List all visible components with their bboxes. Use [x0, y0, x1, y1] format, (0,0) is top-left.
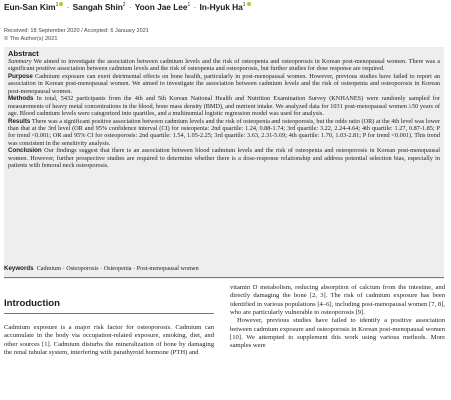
conclusion-label: Conclusion [8, 147, 42, 155]
methods-text: In total, 5432 participants from the 4th and 5th Korean National Health and Nutrition Examination Survey (KNHANES) were randomly sampled for measurements of heavy metal concentrations in the blood, bone mass density (BMD), and nutrient intake. We analyzed data for 1031 post-menopausal women ≥50 years of age. Blood cadmium levels were categorized into quartiles, and a multinomial logistic regression model was used for analysis. [8, 95, 440, 118]
orcid-icon[interactable] [59, 2, 63, 6]
results-text: There was a significant positive association between cadmium levels and the risk of osteopenia and osteoporosis, but the odds ratio (OR) at the 4th level was lower than that at the 3rd level (OR and 95% confidence interval (CI) for osteopenia: 2nd quartile: 1.24, 0.88-1.74; 3rd quartile: 3.22, 2.24-4.64; 4th quartile: 1.27, 0.87-1.85; P for trend <0.001; OR and 95% CI for osteoporosis: 2nd quartile: 1.54, 1.05-2.25; 3rd quartile: 3.63, 2.31-5.69; 4th quartile: 1.70, 1.03-2.81; P for trend <0.001). This trend was consistent in the sensitivity analysis. [8, 117, 441, 147]
summary-text: We aimed to investigate the association between cadmium levels and the risk of osteopenia and osteoporosis in Korean post-menopausal women. There was a significant positive association between cadmium levels and the risk of osteopenia and osteoporosis, but further studies for dose response are required. [8, 57, 440, 73]
section-divider [4, 277, 444, 278]
abstract-section [4, 47, 444, 279]
introduction-right-column [230, 284, 445, 351]
purpose-text: Cadmium exposure can exert detrimental effects on bone health, particularly in post-menopausal women. However, previous studies have failed to report an association in Korean post-menopausal women. We aimed to investigate the association between cadmium levels and the risk of osteopenia and osteoporosis in Korean post-menopausal women. [8, 72, 441, 95]
article-dates [4, 27, 149, 43]
methods-label: Methods [8, 95, 34, 103]
received-accepted-dates: Received: 18 September 2020 / Accepted: 6 January 2021 [4, 28, 149, 34]
abstract-summary [8, 58, 440, 73]
abstract-methods [8, 95, 440, 117]
author-affiliation-marker: 1 [242, 2, 246, 9]
keywords-text: Cadmium · Osteoporosis · Osteopenia · Post-menopausal women [36, 265, 199, 272]
author-separator: · [66, 2, 70, 12]
introduction-left-column [4, 324, 214, 357]
abstract-purpose [8, 73, 440, 95]
author-name[interactable]: Yoon Jae Lee [134, 2, 188, 12]
author-name[interactable]: In-Hyuk Ha [199, 2, 243, 12]
author-name[interactable]: Eun-San Kim [4, 2, 56, 12]
abstract-conclusion [8, 147, 440, 169]
abstract-results [8, 118, 440, 148]
author-name[interactable]: Sangah Shin [72, 2, 123, 12]
abstract-title: Abstract [8, 49, 39, 58]
author-separator: · [193, 2, 197, 12]
introduction-paragraph: vitamin D metabolism, reducing absorption of calcium from the intestine, and directly damaging the bone [2, 3]. The risk of cadmium exposure has been identified in various populations [4–6], including post-menopausal women [7, 8], who are particularly vulnerable to osteoporosis [9]. [230, 284, 445, 317]
orcid-icon[interactable] [247, 2, 251, 6]
introduction-paragraph: Cadmium exposure is a major risk factor for osteoporosis. Cadmium can accumulate in the body via occupation-related exposure, smoking, diet, and other sources [1]. Cadmium disturbs the mineralization of bone by damaging the renal tubular system, interfering with parathyroid hormone (PTH) and [4, 324, 214, 357]
keywords-line [4, 265, 444, 272]
summary-label: Summary [8, 57, 32, 65]
author-separator: · [128, 2, 132, 12]
author-list [4, 2, 447, 12]
results-label: Results [8, 117, 31, 125]
conclusion-text: Our findings suggest that there is an association between blood cadmium levels and the risk of osteopenia and osteoporosis in Korean post-menopausal women. However, further prospective studies are required to determine whether there is a dose-response relationship and address potential selection bias, especially in patients with femoral neck osteoporosis. [8, 147, 440, 170]
keywords-label: Keywords [4, 265, 34, 272]
introduction-heading: Introduction [4, 298, 214, 314]
author-affiliation-marker: 1 [55, 2, 59, 9]
copyright-notice: © The Author(s) 2021 [4, 36, 58, 42]
introduction-paragraph: However, previous studies have failed to identify a positive association between cadmium exposure and osteoporosis in Korean post-menopausal women [10]. We attempted to supplement this work using various methods. More samples were [230, 317, 445, 350]
author-affiliation-marker: 2 [122, 2, 126, 9]
purpose-label: Purpose [8, 72, 33, 80]
author-affiliation-marker: 1 [187, 2, 191, 9]
